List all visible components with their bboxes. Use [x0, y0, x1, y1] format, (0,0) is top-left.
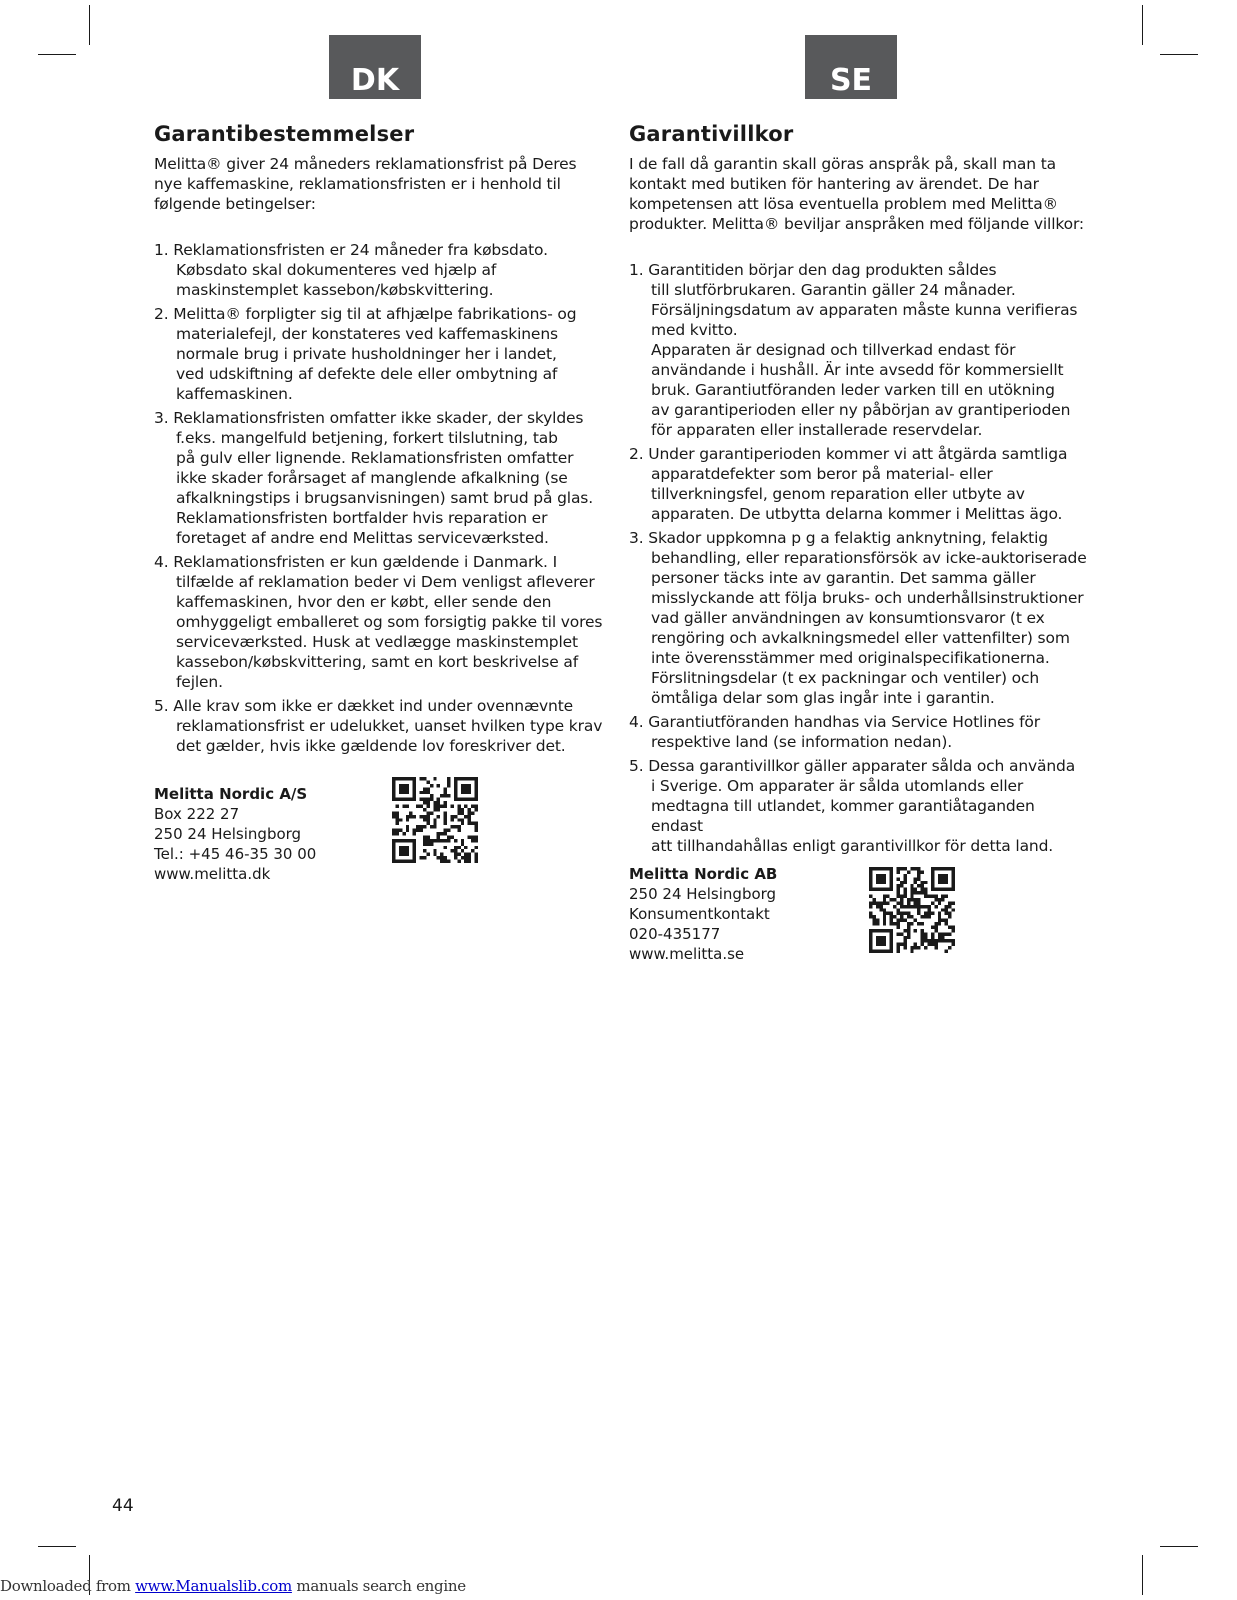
dk-term-item	[154, 552, 604, 692]
term-line: ved udskiftning af defekte dele eller ombytning af	[176, 365, 558, 383]
se-website: www.melitta.se	[629, 945, 745, 963]
term-line: misslyckande att följa bruks- och underhållsinstruktioner	[651, 589, 1084, 607]
dk-term-item	[154, 304, 604, 404]
se-intro-line: kontakt med butiken för hantering av ärendet. De har	[629, 175, 1039, 193]
se-company-name: Melitta Nordic AB	[629, 865, 778, 883]
term-line: av garantiperioden eller ny påbörjan av grantiperioden	[651, 401, 1071, 419]
footer-suffix: manuals search engine	[291, 1577, 466, 1595]
term-line: kassebon/købskvittering, samt en kort beskrivelse af	[176, 653, 579, 671]
crop-mark	[38, 1546, 76, 1547]
term-line: rengöring och avkalkningsmedel eller vattenfilter) som	[651, 629, 1070, 647]
se-qr-code	[869, 867, 955, 953]
se-contact-block	[629, 864, 777, 964]
dk-contact-phone: Tel.: +45 46-35 30 00	[154, 845, 317, 863]
download-footer	[0, 1577, 466, 1595]
term-line: att tillhandahållas enligt garantivillkor för detta land.	[651, 837, 1054, 855]
term-line: omhyggeligt emballeret og som forsigtig pakke til vores	[176, 613, 603, 631]
dk-term-item	[154, 696, 604, 756]
term-line: 4. Garantiutföranden handhas via Service Hotlines för	[629, 713, 1040, 731]
term-line: inte överensstämmer med originalspecifikationerna.	[651, 649, 1050, 667]
se-term-item	[629, 528, 1089, 708]
term-line: kaffemaskinen, hvor den er købt, eller sende den	[176, 593, 552, 611]
dk-qr-code	[392, 777, 478, 863]
term-line: medtagna till utlandet, kommer garantiåtaganden endast	[651, 797, 1035, 835]
se-intro-line: I de fall då garantin skall göras anspråk på, skall man ta	[629, 155, 1056, 173]
term-line: apparatdefekter som beror på material- eller	[651, 465, 993, 483]
dk-intro-line: følgende betingelser:	[154, 195, 316, 213]
term-line: 1. Reklamationsfristen er 24 måneder fra købsdato.	[154, 241, 548, 259]
dk-website: www.melitta.dk	[154, 865, 271, 883]
term-line: 2. Under garantiperioden kommer vi att åtgärda samtliga	[629, 445, 1068, 463]
language-tab-dk-label: DK	[350, 63, 400, 98]
term-line: respektive land (se information nedan).	[651, 733, 953, 751]
term-line: 3. Skador uppkomna p g a felaktig anknytning, felaktig	[629, 529, 1048, 547]
term-line: 2. Melitta® forpligter sig til at afhjælpe fabrikations- og	[154, 305, 577, 323]
term-line: för apparaten eller installerade reservdelar.	[651, 421, 983, 439]
crop-mark	[89, 5, 90, 45]
term-line: serviceværksted. Husk at vedlægge maskinstemplet	[176, 633, 578, 651]
crop-mark	[1142, 1555, 1143, 1595]
term-line: 3. Reklamationsfristen omfatter ikke skader, der skyldes	[154, 409, 584, 427]
se-terms-list	[629, 260, 1089, 856]
dk-intro	[154, 154, 604, 214]
term-line: ikke skader forårsaget af manglende afkalkning (se	[176, 469, 568, 487]
term-line: tilfælde af reklamation beder vi Dem venligst aflеverer	[176, 573, 595, 591]
language-tab-se-label: SE	[829, 63, 873, 98]
term-line: materialefejl, der konstateres ved kaffemaskinens	[176, 325, 558, 343]
se-term-item	[629, 712, 1089, 752]
term-line: Reklamationsfristen bortfalder hvis reparation er	[176, 509, 548, 527]
term-line: personer täcks inte av garantin. Det samma gäller	[651, 569, 1036, 587]
term-line: apparaten. De utbytta delarna kommer i Melittas ägo.	[651, 505, 1063, 523]
se-contact-line: 250 24 Helsingborg	[629, 885, 777, 903]
term-line: reklamationsfrist er udelukket, uanset hvilken type krav	[176, 717, 603, 735]
dk-company-name: Melitta Nordic A/S	[154, 785, 308, 803]
term-line: foretaget af andre end Melittas serviceværksted.	[176, 529, 549, 547]
language-tab-se	[805, 35, 897, 99]
page-number: 44	[112, 1496, 134, 1516]
se-intro-line: produkter. Melitta® beviljar anspråken med följande villkor:	[629, 215, 1084, 233]
term-line: bruk. Garantiutföranden leder varken till en utökning	[651, 381, 1055, 399]
se-intro-line: kompetensen att lösa eventuella problem med Melitta®	[629, 195, 1058, 213]
dk-term-item	[154, 408, 604, 548]
term-line: maskinstemplet kassebon/købskvittering.	[176, 281, 494, 299]
term-line: behandling, eller reparationsförsök av icke-auktoriserade	[651, 549, 1087, 567]
crop-mark	[1142, 5, 1143, 45]
footer-prefix: Downloaded from	[0, 1577, 136, 1595]
term-line: 4. Reklamationsfristen er kun gældende i Danmark. I	[154, 553, 558, 571]
term-line: afkalkningstips i brugsanvisningen) samt brud på glas.	[176, 489, 594, 507]
term-line: ömtåliga delar som glas ingår inte i garantin.	[651, 689, 995, 707]
term-line: Försäljningsdatum av apparaten måste kunna verifieras	[651, 301, 1078, 319]
term-line: 5. Dessa garantivillkor gäller apparater sålda och använda	[629, 757, 1076, 775]
se-contact-line: Konsumentkontakt	[629, 905, 770, 923]
dk-terms-list	[154, 240, 604, 756]
term-line: f.eks. mangelfuld betjening, forkert tilslutning, tab	[176, 429, 558, 447]
se-term-item	[629, 260, 1089, 440]
se-warranty-section	[629, 120, 1089, 860]
term-line: till slutförbrukaren. Garantin gäller 24 månader.	[651, 281, 1016, 299]
term-line: vad gäller användningen av konsumtionsvaror (t ex	[651, 609, 1045, 627]
term-line: 5. Alle krav som ikke er dækket ind under ovennævnte	[154, 697, 574, 715]
se-term-item	[629, 756, 1089, 856]
crop-mark	[1160, 54, 1198, 55]
term-line: Förslitningsdelar (t ex packningar och ventiler) och	[651, 669, 1040, 687]
term-line: kaffemaskinen.	[176, 385, 293, 403]
term-line: det gælder, hvis ikke gældende lov foreskriver det.	[176, 737, 566, 755]
dk-warranty-title: Garantibestemmelser	[154, 122, 415, 146]
dk-warranty-section	[154, 120, 604, 760]
dk-term-item	[154, 240, 604, 300]
term-line: normale brug i private husholdninger her i landet,	[176, 345, 557, 363]
term-line: 1. Garantitiden börjar den dag produkten såldes	[629, 261, 997, 279]
term-line: användande i hushåll. Är inte avsedd för kommersiellt	[651, 361, 1064, 379]
crop-mark	[38, 54, 76, 55]
term-line: i Sverige. Om apparater är sålda utomlands eller	[651, 777, 1024, 795]
term-line: fejlen.	[176, 673, 223, 691]
dk-intro-line: nye kaffemaskine, reklamationsfristen er i henhold til	[154, 175, 561, 193]
se-contact-phone: 020-435177	[629, 925, 721, 943]
term-line: tillverkningsfel, genom reparation eller utbyte av	[651, 485, 1025, 503]
term-line: på gulv eller lignende. Reklamationsfristen omfatter	[176, 449, 574, 467]
term-line: Købsdato skal dokumenteres ved hjælp af	[176, 261, 497, 279]
dk-contact-line: Box 222 27	[154, 805, 240, 823]
manualslib-link[interactable]: www.Manualslib.com	[135, 1577, 292, 1595]
se-intro	[629, 154, 1089, 234]
term-line: Apparaten är designad och tillverkad endast för	[651, 341, 1016, 359]
se-warranty-title: Garantivillkor	[629, 122, 794, 146]
dk-contact-block	[154, 784, 316, 884]
dk-contact-line: 250 24 Helsingborg	[154, 825, 302, 843]
se-term-item	[629, 444, 1089, 524]
dk-intro-line: Melitta® giver 24 måneders reklamationsfrist på Deres	[154, 155, 577, 173]
language-tab-dk	[329, 35, 421, 99]
term-line: med kvitto.	[651, 321, 738, 339]
crop-mark	[1160, 1546, 1198, 1547]
